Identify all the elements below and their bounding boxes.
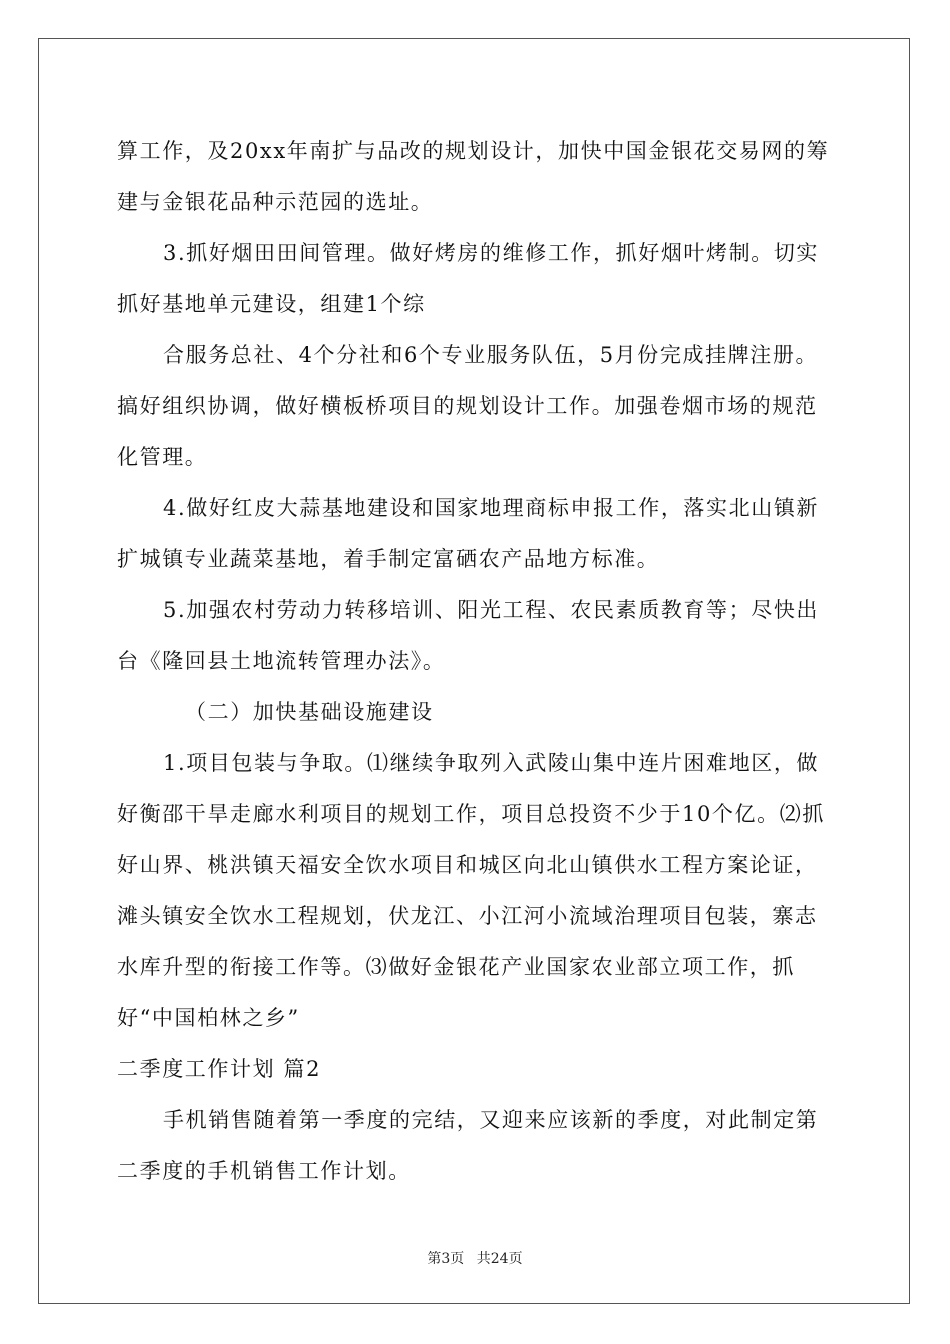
section-heading: （二）加快基础设施建设: [185, 700, 434, 724]
paragraph-3: 合服务总社、4个分社和6个专业服务队伍，5月份完成挂牌注册。搞好组织协调，做好横板桥项目的规划设计工作。加强卷烟市场的规范化管理。: [117, 343, 819, 469]
chapter-heading: 二季度工作计划 篇2: [117, 1057, 322, 1081]
paragraph-5: 5.加强农村劳动力转移培训、阳光工程、农民素质教育等；尽快出台《隆回县土地流转管理办法》。: [117, 598, 820, 673]
page-footer: [0, 1248, 950, 1268]
document-body: [117, 126, 837, 1197]
paragraph-4: 4.做好红皮大蒜基地建设和国家地理商标申报工作，落实北山镇新扩城镇专业蔬菜基地，着手制定富硒农产品地方标准。: [117, 496, 820, 571]
paragraph-7: 1.项目包装与争取。⑴继续争取列入武陵山集中连片困难地区，做好衡邵干旱走廊水利项目的规划工作，项目总投资不少于10个亿。⑵抓好山界、桃洪镇天福安全饮水项目和城区向北山镇供水工程方案论证，滩头镇安全饮水工程规划，伏龙江、小江河小流域治理项目包装，寨志水库升型的衔接工作等。⑶做好金银花产业国家农业部立项工作，抓好“中国柏林之乡”: [117, 751, 825, 1030]
page-total: 共24页: [476, 1251, 523, 1267]
paragraph-9: 手机销售随着第一季度的完结，又迎来应该新的季度，对此制定第二季度的手机销售工作计划。: [117, 1108, 819, 1183]
paragraph-1: 算工作，及20xx年南扩与品改的规划设计，加快中国金银花交易网的筹建与金银花品种示范园的选址。: [117, 139, 830, 214]
page-number: 第3页: [427, 1251, 465, 1267]
paragraph-2: 3.抓好烟田田间管理。做好烤房的维修工作，抓好烟叶烤制。切实抓好基地单元建设，组建1个综: [117, 241, 820, 316]
